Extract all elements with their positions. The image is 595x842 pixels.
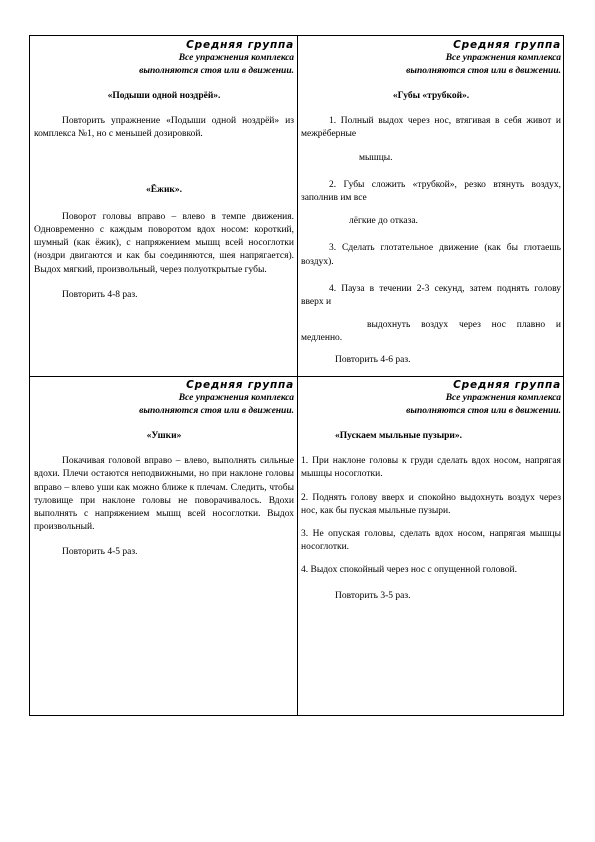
step-1-continued: мышцы. [359,152,393,163]
exercise-text: Поворот головы вправо – влево в темпе движения. Одновременно с каждым поворотом вдох носом: короткий, шумный (как ёжик), с напряжением мышц всей носоглотки (ноздри двигаются и как бы соединяются, шея напрягается). Выдох мягкий, произвольный, через полуоткрытые губы. [34,211,294,275]
card-bottom-left [34,378,294,560]
repeat-note: Повторить 4-6 раз. [335,354,411,365]
note-line-2: выполняются стоя или в движении. [406,406,561,416]
step-3: 3. Не опуская головы, сделать вдох носом, напрягая мышцы носоглотки. [301,529,561,553]
exercise-title: «Подыши одной ноздрёй». [107,91,221,101]
exercise-title: «Пускаем мыльные пузыри». [335,431,463,441]
step-2: 2. Поднять голову вверх и спокойно выдохнуть воздух через нос, как бы пуская мыльные пузыри. [301,492,561,516]
step-3: 3. Сделать глотательное движение (как бы глотаешь воздух). [301,243,561,267]
note-line-1: Все упражнения комплекса [178,53,294,63]
repeat-note: Повторить 4-8 раз. [62,289,138,300]
step-1: 1. При наклоне головы к груди сделать вдох носом, напрягая мышцы носоглотки. [301,456,561,480]
exercise-text: Покачивая головой вправо – влево, выполнять сильные вдохи. Плечи остаются неподвижными, но при наклоне головы вправо – влево уши как можно ближе к плечам. Следить, чтобы туловище при наклоне головы не поворачивалось. Вдохи выполнять с напряжением мышц всей носоглотки. Выдох произвольный. [34,456,294,533]
repeat-note: Повторить 4-5 раз. [62,547,138,558]
group-heading: Средняя группа [186,379,294,391]
card-bottom-right [301,378,561,603]
note-line-2: выполняются стоя или в движении. [139,66,294,76]
exercise-title: «Ушки» [146,431,182,441]
step-2-continued: лёгкие до отказа. [349,216,418,227]
card-top-right [301,38,561,367]
card-top-left [34,38,294,302]
group-heading: Средняя группа [453,39,561,51]
step-2: 2. Губы сложить «трубкой», резко втянуть воздух, заполнив им все [301,179,561,204]
note-line-1: Все упражнения комплекса [445,393,561,403]
exercise-text: Повторить упражнение «Подыши одной ноздрёй» из комплекса №1, но с меньшей дозировкой. [34,116,294,140]
note-line-2: выполняются стоя или в движении. [406,66,561,76]
repeat-note: Повторить 3-5 раз. [335,590,411,601]
step-4-continued: выдохнуть воздух через нос плавно и медленно. [301,320,561,344]
note-line-1: Все упражнения комплекса [178,393,294,403]
note-line-1: Все упражнения комплекса [445,53,561,63]
group-heading: Средняя группа [186,39,294,51]
exercise-card-table [29,35,564,716]
note-line-2: выполняются стоя или в движении. [139,406,294,416]
exercise-title: «Ёжик». [145,184,183,195]
step-1: 1. Полный выдох через нос, втягивая в себя живот и межрёберные [301,116,561,140]
group-heading: Средняя группа [453,379,561,391]
horizontal-divider [30,376,563,377]
step-4: 4. Выдох спокойный через нос с опущенной головой. [301,565,517,576]
exercise-title: «Губы «трубкой». [392,91,470,101]
step-4: 4. Пауза в течении 2-3 секунд, затем поднять голову вверх и [301,283,561,308]
